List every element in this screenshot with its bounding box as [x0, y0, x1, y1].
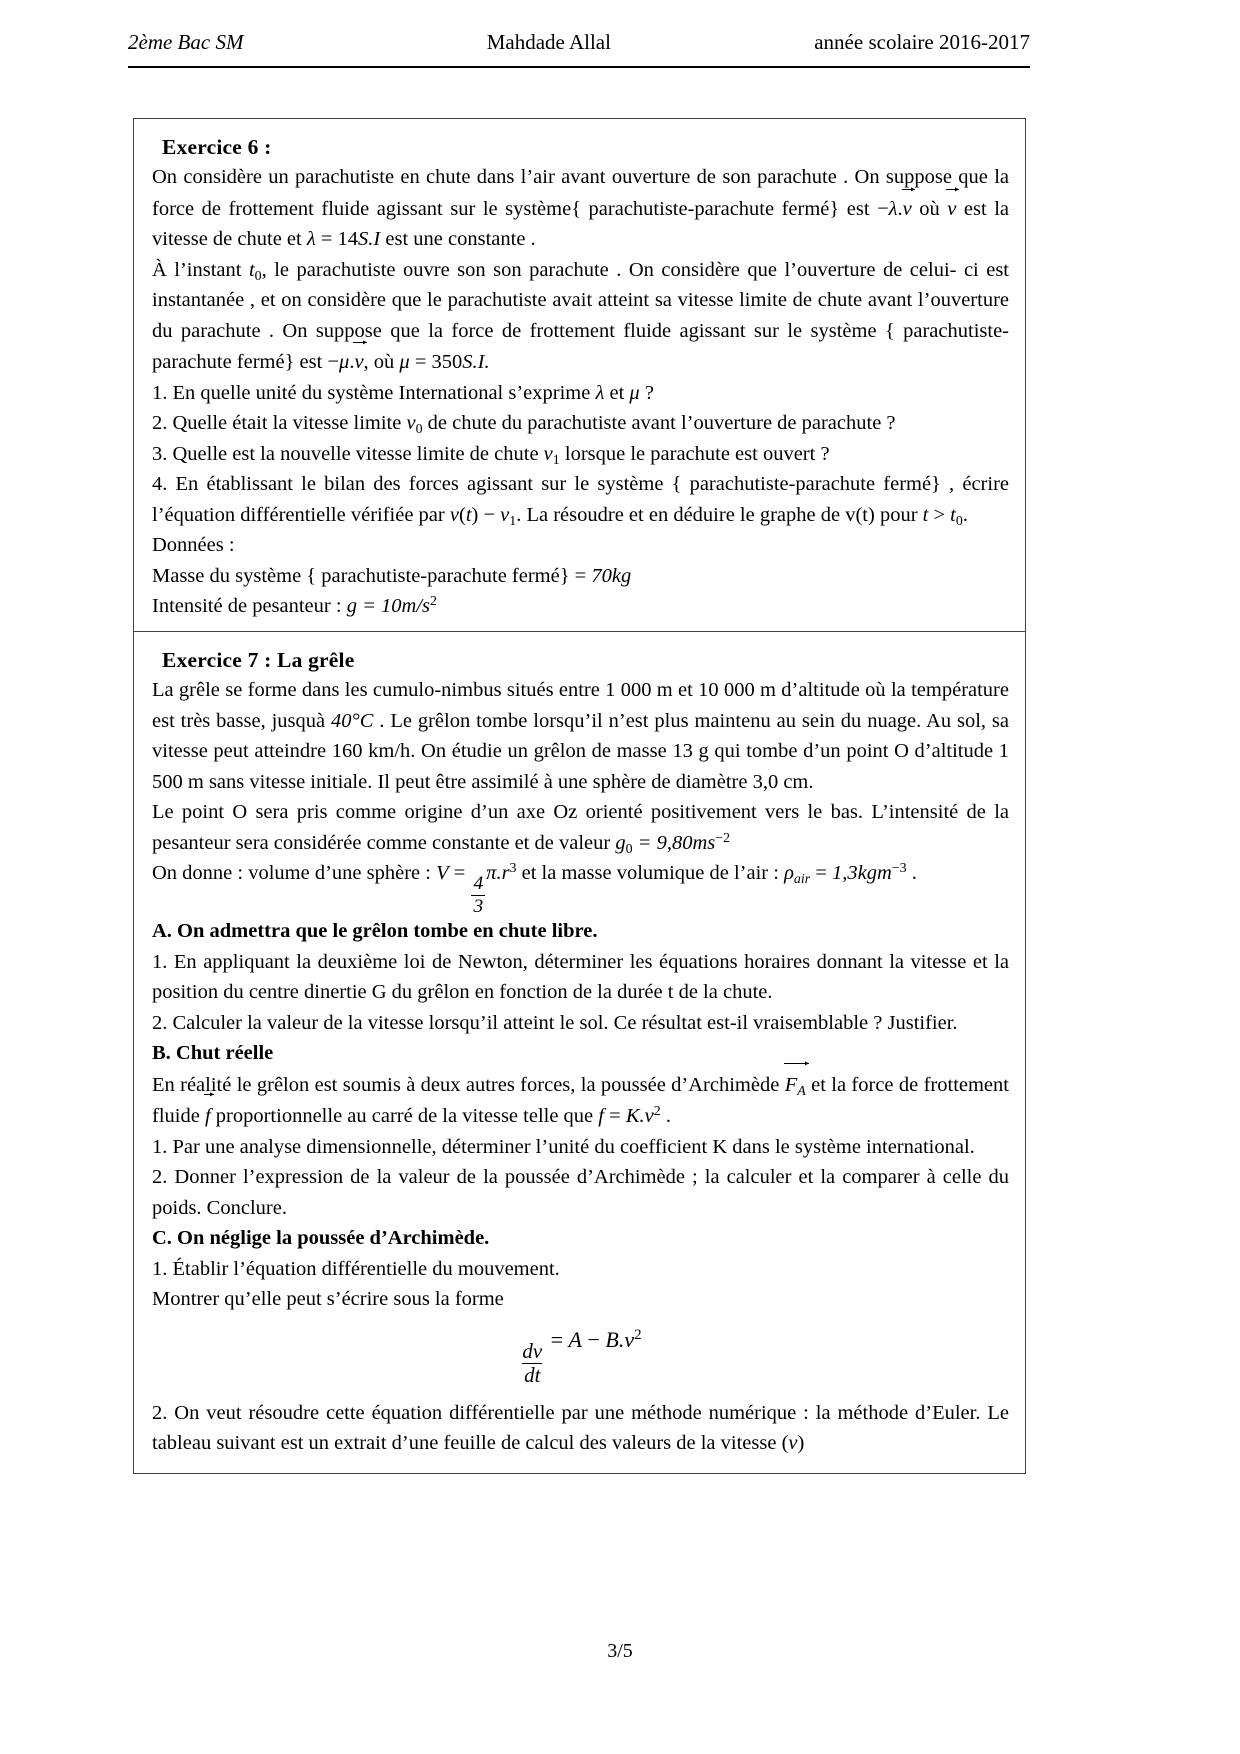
ex6-q4-t: t — [465, 503, 472, 526]
exercise-7-c-form-intro: Montrer qu’elle peut s’écrire sous la forme — [152, 1288, 504, 1311]
dv-dt-fraction — [520, 1341, 544, 1386]
ex6-q1-text: 1. En quelle unité du système International s’exprime — [152, 381, 596, 404]
exercise-7-c-question-1: 1. Établir l’équation différentielle du mouvement. — [152, 1257, 560, 1280]
exercise-7-paragraph-2 — [152, 797, 1009, 858]
ex6-q4-paren-close: ) — [471, 503, 479, 526]
ex6-intro-text-1: On considère un parachutiste en chute dans l’air avant ouverture de son parachute . On suppose que la force de frottement fluide agissant sur le système{ parachutiste-parachute fermé} — [152, 166, 1009, 220]
exercise-7-a-question-1: 1. En appliquant la deuxième loi de Newton, déterminer les équations horaires donnant la vitesse et la position du centre dinertie G du grêlon en fonction de la durée t de la chute. — [152, 950, 1009, 1004]
ex6-lambda-symbol: λ — [888, 197, 898, 220]
ex6-intro-text-2: est −λ.v où v est la vitesse de chute et λ = 14S.I est une constante . — [152, 198, 1009, 251]
ex6-g-symbol: g — [346, 595, 357, 617]
exercise-7-paragraph-1 — [152, 675, 1009, 797]
ex6-g-value: = 10 — [356, 595, 402, 617]
ex6-q2-text: 2. Quelle était la vitesse limite — [152, 412, 407, 434]
ex7-c2-paren-close: ) — [797, 1432, 805, 1455]
ex6-q3-v1: v — [543, 442, 553, 465]
ex6-q4-gt: > — [928, 503, 951, 526]
header-class-label: 2ème Bac SM — [128, 30, 244, 54]
ex6-q3-text-end: lorsque le parachute est ouvert ? — [559, 442, 830, 465]
ex7-v-exponent: 2 — [653, 1103, 661, 1119]
ex6-q3-v1-subscript: 1 — [552, 452, 560, 468]
ex7-rho-exponent: −3 — [891, 860, 907, 876]
ex6-q2-v0-subscript: 0 — [415, 421, 423, 437]
dt-denominator: dt — [524, 1363, 541, 1388]
exercise-6-intro-paragraph — [152, 162, 1009, 255]
ex6-instant-label: À l’instant — [152, 258, 249, 281]
ex7-kv-term: K.v — [625, 1105, 654, 1128]
ex7-volume-equals: = — [448, 862, 471, 884]
exercise-7-b-question-2: 2. Donner l’expression de la valeur de la poussée d’Archimède ; la calculer et la comparer à celle du poids. Conclure. — [152, 1166, 1009, 1219]
page-footer — [0, 1640, 1240, 1663]
exercise-7-title: Exercice 7 : La grêle — [162, 648, 355, 672]
ex7-force-symbol: F — [784, 1073, 798, 1096]
ex6-q4-t2: t — [922, 503, 929, 526]
ex7-p3-text-end: . — [906, 862, 917, 884]
exercise-7-c-question-2 — [152, 1398, 1009, 1459]
header-school-year-label: année scolaire 2016-2017 — [814, 30, 1030, 54]
ex6-q4-t0-subscript: 0 — [955, 513, 963, 529]
exercise-7-section-b-title: B. Chut réelle — [152, 1042, 274, 1065]
ex7-g0-subscript: 0 — [625, 841, 633, 857]
exercise-7-body — [152, 675, 1009, 1459]
ex7-c2-v-symbol: v — [788, 1432, 798, 1455]
equation-Bv-term: B.v — [605, 1326, 635, 1352]
ex6-masse-value: 70 — [591, 564, 612, 587]
ex6-q4-end: . — [962, 503, 968, 526]
ex6-q4-text: 4. En établissant le bilan des forces agissant sur le système { parachutiste-parachute fermé} , écrire l’équation différentielle vérifiée par — [152, 473, 1009, 526]
exercise-7-paragraph-3 — [152, 858, 1009, 916]
ex6-q4-text-mid: . La résoudre et en déduire le graphe de v(t) pour — [516, 503, 923, 526]
exercise-7-a-question-2: 2. Calculer la valeur de la vitesse lorsqu’il atteint le sol. Ce résultat est-il vraisemblable ? Justifier. — [152, 1011, 958, 1034]
ex6-q3-text: 3. Quelle est la nouvelle vitesse limite de chute — [152, 442, 544, 465]
ex7-volume-symbol: V — [436, 862, 449, 884]
exercise-6-body — [152, 162, 1009, 622]
ex6-masse-text: Masse du système { parachutiste-parachute fermé} = — [152, 564, 592, 587]
ex7-g0-symbol: g — [615, 831, 626, 854]
ex7-g0-unit: ms — [692, 831, 716, 854]
ex6-q4-minus: − — [478, 503, 501, 526]
ex6-q1-et: et — [604, 381, 630, 404]
ex6-paragraph2-text: , le parachutiste ouvre son son parachute . On considère que l’ouverture de celui- ci est instantanée , et on considère que le parachutiste avait atteint sa vitesse limite de chute avant l’ouverture du parachute . On suppose que la force de frottement fluide agissant sur le système { parachutiste-parachute fermé} est — [152, 258, 1009, 373]
ex7-temperature-value: 40°C — [331, 709, 374, 732]
ex7-rho-symbol: ρ — [784, 862, 794, 884]
ex6-velocity-vector-1: v — [903, 193, 912, 225]
exercise-6-question-3 — [152, 439, 1009, 470]
ex6-ou-label-2: , où — [363, 351, 400, 373]
ex6-constante-text: est une constante . — [380, 228, 536, 250]
ex6-q4-paren-open: ( — [458, 503, 466, 526]
ex7-p3-text-b: et la masse volumique de l’air : — [516, 862, 785, 884]
ex7-b-text-c: proportionnelle au carré de la vitesse telle que — [210, 1105, 599, 1128]
exercise-7-b-intro — [152, 1069, 1009, 1132]
ex7-rho-value: 1,3 — [832, 862, 858, 884]
ex6-si-unit-1: S.I — [358, 228, 381, 250]
ex6-ou-label: où — [911, 197, 948, 220]
header-divider — [128, 66, 1030, 68]
ex6-mu-symbol: μ — [339, 351, 350, 373]
ex6-pesanteur-text: Intensité de pesanteur : — [152, 595, 347, 617]
ex6-vitesse-text: est la vitesse de chute et — [152, 197, 1009, 250]
exercise-7-b-question-1: 1. Par une analyse dimensionnelle, déterminer l’unité du coefficient K dans le système international. — [152, 1135, 975, 1158]
ex7-b-text-b: et la force de frottement fluide — [152, 1073, 1009, 1128]
ex6-si-unit-2: S.I. — [462, 351, 490, 373]
ex7-archimedes-force-vector — [785, 1069, 806, 1101]
ex6-masse-unit: kg — [611, 564, 632, 587]
exercise-6-box — [133, 118, 1026, 637]
ex6-t0-symbol: t — [248, 258, 255, 281]
ex6-q4-t0: t — [950, 503, 956, 526]
ex6-q4-v: v — [449, 503, 459, 526]
differential-equation-display — [152, 1326, 1009, 1388]
ex7-fraction-denominator: 3 — [473, 895, 484, 917]
dv-numerator: dv — [522, 1339, 543, 1364]
exercise-6-paragraph-2: À l’instant $t_0$, le parachutiste ouvre son son parachute . On considère que l’ouverture de celui- ci est instantanée , et on considère que le parachutiste avait atteint sa vitesse limite de chute avant l’ouverture du parachute . On suppose que la force de frottement fluide agissant sur le système { parachutiste-parachute fermé} est −μ.v, où μ = 350S.I. — [152, 255, 1009, 378]
ex6-q2-v0: v — [406, 412, 416, 434]
exercise-6-gravity-line — [152, 591, 1009, 622]
exercise-6-title: Exercice 6 : — [162, 135, 272, 159]
ex6-lambda-symbol-2: λ — [306, 228, 316, 250]
ex6-est-label: est — [846, 197, 878, 220]
exercise-7-section-c-title: C. On néglige la poussée d’Archimède. — [152, 1227, 490, 1250]
ex6-q4-v1: v — [500, 503, 510, 526]
ex6-mu-symbol-2: μ — [399, 351, 410, 373]
ex7-c2-paren-open: ( — [781, 1432, 789, 1455]
equation-A-term: A — [568, 1326, 582, 1352]
ex6-velocity-vector-3: v — [354, 346, 363, 378]
ex6-mu-value: = 350 — [409, 351, 463, 373]
exercise-7-box — [133, 631, 1026, 1474]
ex7-b-text-end: . — [660, 1105, 671, 1128]
ex6-g-unit: m/s — [401, 595, 431, 617]
page-header — [128, 30, 1030, 55]
ex6-q1-lambda: λ — [595, 381, 605, 404]
ex7-pi-r-term: π.r — [486, 862, 510, 884]
ex7-c2-text: 2. On veut résoudre cette équation différentielle par une méthode numérique : la méthode d’Euler. Le tableau suivant est un extrait d’une feuille de calcul des valeurs de la vitesse — [152, 1401, 1009, 1455]
equation-minus-sign: − — [581, 1326, 606, 1352]
ex7-p1-text-b: . Le grêlon tombe lorsqu’il n’est plus maintenu au sein du nuage. Au sol, sa vitesse peut atteindre 160 km/h. On étudie un grêlon de masse 13 g qui tombe d’un point O d’altitude 1 500 m sans vitesse initiale. Il peut être assimilé à une sphère de diamètre 3,0 cm. — [152, 709, 1010, 793]
ex7-g0-value: = 9,80 — [632, 831, 693, 854]
ex7-p3-text-a: On donne : volume d’une sphère : — [152, 862, 437, 884]
ex6-t0-subscript: 0 — [254, 268, 262, 284]
ex6-velocity-vector-2: v — [947, 193, 956, 225]
ex6-q2-text-end: de chute du parachutiste avant l’ouverture de parachute ? — [422, 412, 896, 434]
equation-v-exponent: 2 — [634, 1326, 642, 1343]
exercise-6-question-2 — [152, 408, 1009, 439]
ex6-q4-v1-subscript: 1 — [509, 513, 517, 529]
ex7-friction-force-vector: f — [205, 1100, 211, 1132]
exercise-7-section-a-title: A. On admettra que le grêlon tombe en chute libre. — [152, 920, 598, 943]
ex6-lambda-value: = 14 — [315, 228, 359, 250]
exercise-6-question-1 — [152, 378, 1009, 409]
ex6-q1-end: ? — [639, 381, 654, 404]
header-author-label: Mahdade Allal — [486, 30, 611, 54]
ex7-g0-exponent: −2 — [715, 830, 731, 846]
ex7-rho-unit: kgm — [857, 862, 892, 884]
equation-equals-sign: = — [545, 1326, 569, 1352]
ex7-b-text-a: En réalité le grêlon est soumis à deux autres forces, la poussée d’Archimède — [152, 1073, 785, 1096]
ex7-fraction-numerator: 4 — [473, 873, 484, 895]
ex7-force-subscript: A — [797, 1083, 806, 1099]
ex7-p2-text-a: Le point O sera pris comme origine d’un axe Oz orienté positivement vers le bas. L’intensité de la pesanteur sera considérée comme constante et de valeur — [152, 801, 1009, 854]
ex7-f-symbol: f — [598, 1105, 604, 1128]
ex7-rho-subscript: air — [793, 871, 811, 887]
exercise-6-donnees-label: Données : — [152, 534, 235, 556]
ex7-four-thirds-fraction — [471, 874, 485, 916]
exercise-6-question-4 — [152, 469, 1009, 530]
exercise-6-mass-line — [152, 561, 1009, 592]
ex7-rho-equals: = — [810, 862, 832, 884]
ex7-r-exponent: 3 — [509, 860, 517, 876]
page-number-label: 3/5 — [607, 1640, 633, 1662]
ex7-p1-text-a: La grêle se forme dans les cumulo-nimbus situés entre 1 000 m et 10 000 m d’altitude où la température est très basse, jusquà — [152, 679, 1009, 732]
ex7-f-equals: = — [604, 1105, 626, 1128]
ex6-g-exponent: 2 — [430, 593, 437, 609]
ex6-q1-mu: μ — [629, 381, 640, 404]
